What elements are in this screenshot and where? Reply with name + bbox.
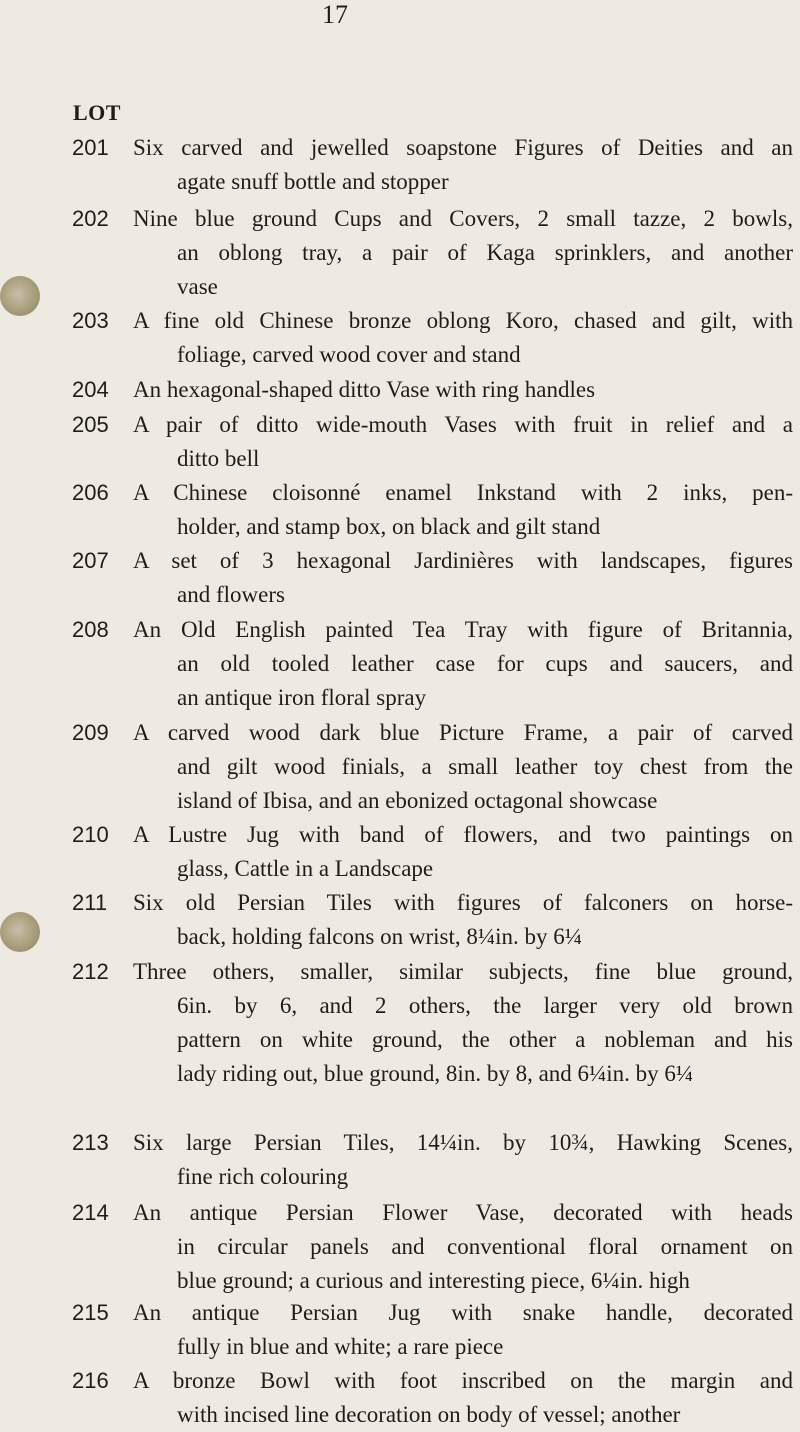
lot-number: 205 (72, 412, 109, 437)
lot-number: 206 (72, 480, 109, 505)
lot-description-line: A Chinese cloisonné enamel Inkstand with 2 inks, pen- (133, 480, 793, 505)
lot-number: 214 (72, 1200, 109, 1225)
lot-description-line: An Old English painted Tea Tray with figure of Britannia, (133, 617, 793, 642)
lot-description-line: vase (177, 274, 218, 299)
lot-number: 210 (72, 822, 109, 847)
lot-description-line: holder, and stamp box, on black and gilt stand (177, 514, 601, 539)
lot-description-line: agate snuff bottle and stopper (177, 169, 449, 194)
lot-description-line: A fine old Chinese bronze oblong Koro, chased and gilt, with (133, 308, 793, 333)
lot-description-line: Nine blue ground Cups and Covers, 2 small tazze, 2 bowls, (133, 206, 793, 231)
lot-description (133, 544, 793, 612)
lot-number: 209 (72, 720, 109, 745)
lot-description (133, 476, 793, 544)
lot-description (133, 1196, 793, 1298)
lot-description-line: 6in. by 6, and 2 others, the larger very old brown (177, 993, 793, 1018)
lot-heading: LOT (73, 100, 121, 125)
lot-description-line: glass, Cattle in a Landscape (177, 856, 434, 881)
lot-description (133, 716, 793, 818)
lot-description (133, 202, 793, 304)
lot-description (133, 1364, 793, 1432)
lot-number: 213 (72, 1130, 109, 1155)
lot-description-line: Six large Persian Tiles, 14¼in. by 10¾, Hawking Scenes, (133, 1130, 793, 1155)
lot-number: 215 (72, 1300, 109, 1325)
lot-description-line: A bronze Bowl with foot inscribed on the margin and (133, 1368, 793, 1393)
lot-description-line: and gilt wood finials, a small leather toy chest from the (177, 754, 793, 779)
lot-description (133, 886, 793, 954)
lot-description (133, 131, 793, 199)
lot-description-line: in circular panels and conventional floral ornament on (177, 1234, 793, 1259)
lot-number: 202 (72, 206, 109, 231)
lot-description-line: A Lustre Jug with band of flowers, and two paintings on (133, 822, 793, 847)
lot-number: 208 (72, 617, 109, 642)
lot-description (133, 1126, 793, 1194)
lot-number: 204 (72, 377, 109, 402)
lot-description-line: A pair of ditto wide-mouth Vases with fruit in relief and a (133, 412, 793, 437)
lot-description-line: island of Ibisa, and an ebonized octagonal showcase (177, 788, 658, 813)
lot-description (133, 613, 793, 715)
lot-number: 216 (72, 1368, 109, 1393)
lot-number: 211 (72, 890, 108, 915)
lot-description-line: Three others, smaller, similar subjects, fine blue ground, (133, 959, 793, 984)
lot-number: 212 (72, 959, 109, 984)
binding-hole-top (0, 276, 40, 316)
lot-description-line: an old tooled leather case for cups and saucers, and (177, 651, 793, 676)
lot-number: 203 (72, 308, 109, 333)
lot-description-line: pattern on white ground, the other a nobleman and his (177, 1027, 793, 1052)
lot-description-line: back, holding falcons on wrist, 8¼in. by 6¼ (177, 924, 583, 949)
lot-description-line: blue ground; a curious and interesting piece, 6¼in. high (177, 1268, 690, 1293)
lot-description-line: foliage, carved wood cover and stand (177, 342, 521, 367)
lot-description-line: and flowers (177, 582, 285, 607)
lot-description-line: An antique Persian Jug with snake handle, decorated (133, 1300, 793, 1325)
page-number: 17 (322, 0, 348, 29)
lot-description-line: lady riding out, blue ground, 8in. by 8, and 6¼in. by 6¼ (177, 1061, 694, 1086)
lot-description-line: An hexagonal-shaped ditto Vase with ring handles (133, 377, 596, 402)
lot-description (133, 955, 793, 1091)
lot-number: 201 (72, 135, 109, 160)
lot-description-line: an oblong tray, a pair of Kaga sprinklers, and another (177, 240, 793, 265)
lot-description (133, 373, 793, 407)
lot-description-line: fully in blue and white; a rare piece (177, 1334, 504, 1359)
lot-description-line: an antique iron floral spray (177, 685, 427, 710)
lot-description-line: A set of 3 hexagonal Jardinières with landscapes, figures (133, 548, 793, 573)
lot-description (133, 408, 793, 476)
lot-description (133, 304, 793, 372)
lot-description-line: Six carved and jewelled soapstone Figures of Deities and an (133, 135, 793, 160)
lot-description-line: Six old Persian Tiles with figures of falconers on horse- (133, 890, 793, 915)
lot-number: 207 (72, 548, 109, 573)
lot-description (133, 818, 793, 886)
lot-description-line: An antique Persian Flower Vase, decorated with heads (133, 1200, 793, 1225)
lot-description (133, 1296, 793, 1364)
binding-hole-bottom (0, 912, 40, 952)
lot-description-line: A carved wood dark blue Picture Frame, a pair of carved (133, 720, 793, 745)
lot-description-line: with incised line decoration on body of vessel; another (177, 1402, 681, 1427)
lot-description-line: ditto bell (177, 446, 260, 471)
lot-description-line: fine rich colouring (177, 1164, 349, 1189)
